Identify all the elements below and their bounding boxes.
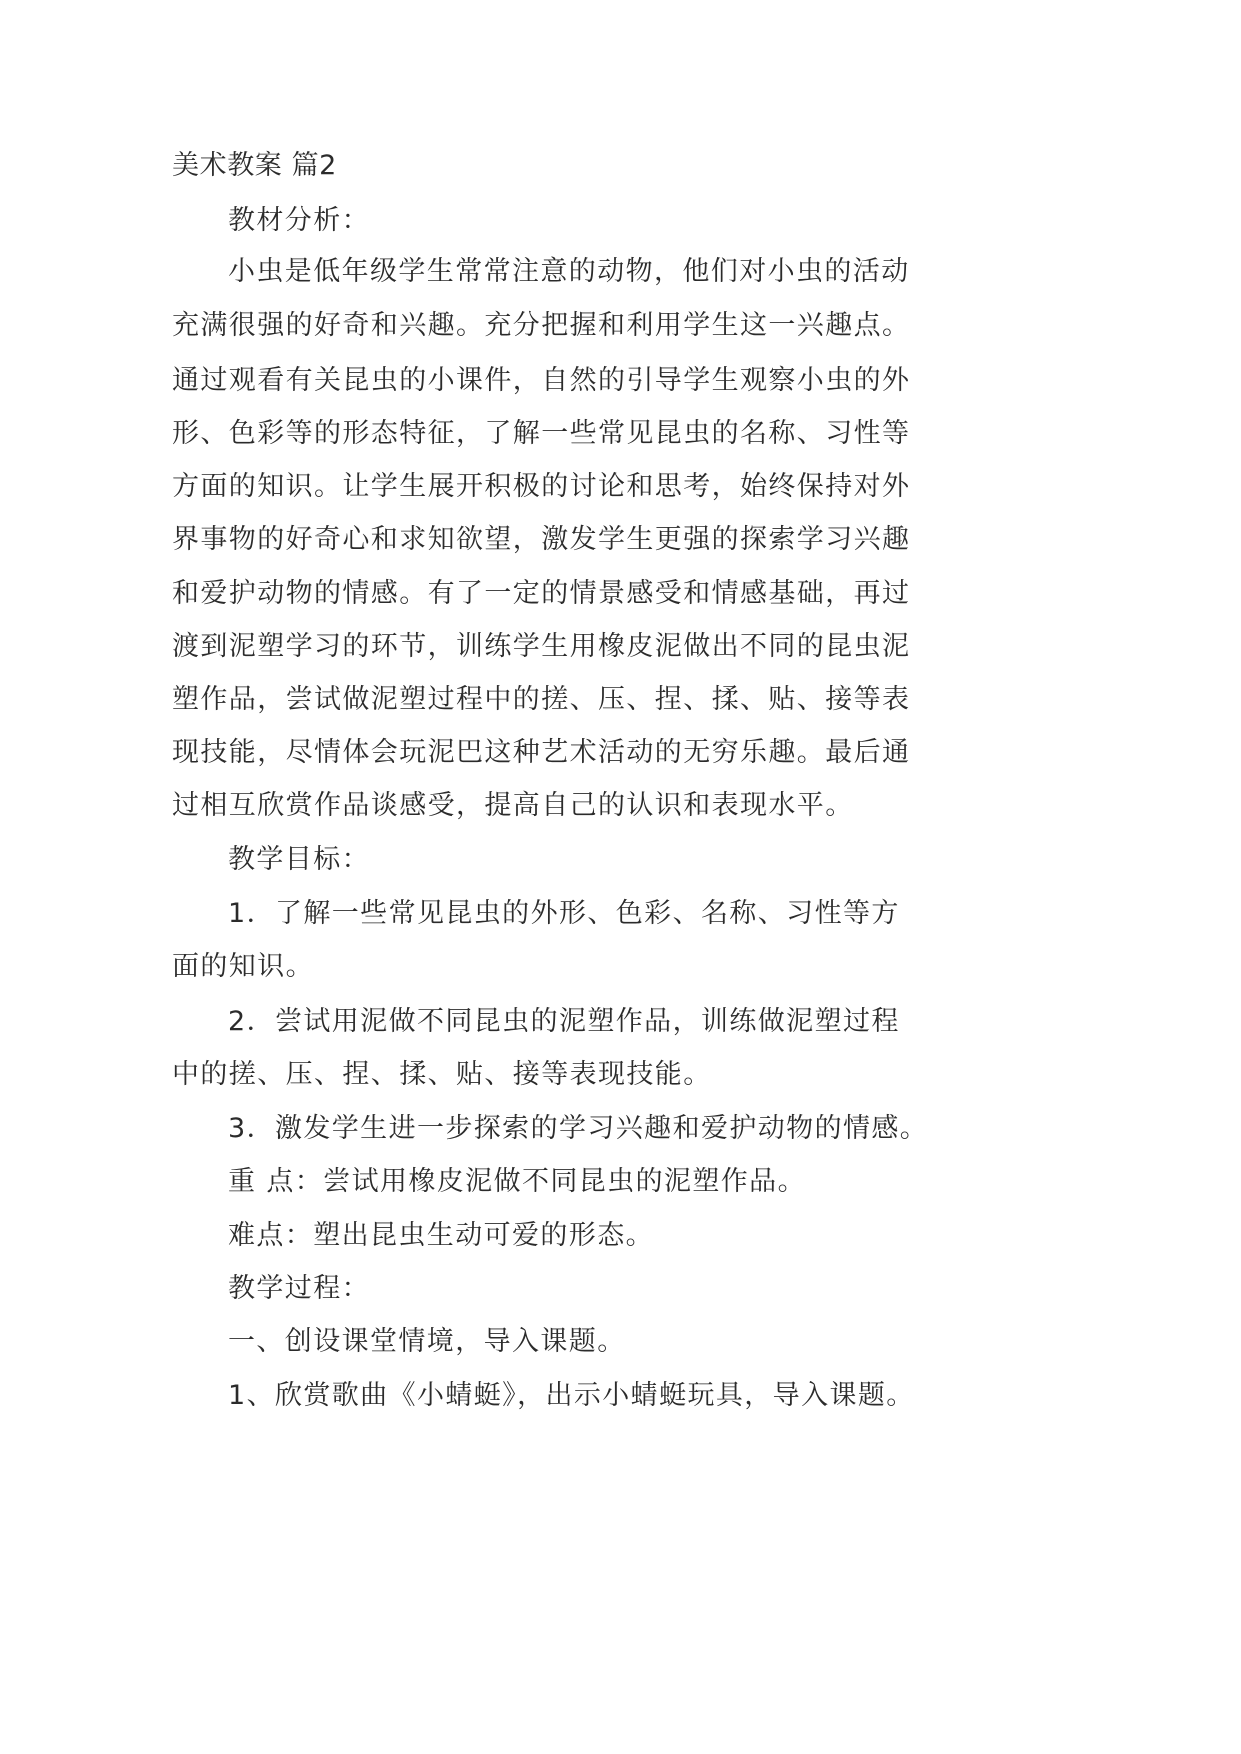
section-heading-goals: 教学目标： [228, 844, 370, 875]
paragraph-line: 现技能，尽情体会玩泥巴这种艺术活动的无穷乐趣。最后通 [172, 737, 911, 768]
goal-item-2-continued: 中的搓、压、捏、揉、贴、接等表现技能。 [172, 1059, 712, 1090]
paragraph-line: 通过观看有关昆虫的小课件，自然的引导学生观察小虫的外 [172, 365, 911, 396]
goal-item-3: 3．激发学生进一步探索的学习兴趣和爱护动物的情感。 [228, 1113, 929, 1144]
document-title: 美术教案 篇2 [172, 150, 337, 181]
paragraph-line: 和爱护动物的情感。有了一定的情景感受和情感基础，再过 [172, 578, 911, 609]
goal-item-1: 1．了解一些常见昆虫的外形、色彩、名称、习性等方 [228, 898, 900, 929]
process-step-1: 一、创设课堂情境，导入课题。 [228, 1326, 626, 1357]
section-heading-process: 教学过程： [228, 1273, 370, 1304]
process-step-1-1: 1、欣赏歌曲《小蜻蜓》，出示小蜻蜓玩具，导入课题。 [228, 1380, 915, 1411]
paragraph-line: 渡到泥塑学习的环节，训练学生用橡皮泥做出不同的昆虫泥 [172, 631, 911, 662]
paragraph-line: 塑作品，尝试做泥塑过程中的搓、压、捏、揉、贴、接等表 [172, 684, 911, 715]
goal-item-2: 2．尝试用泥做不同昆虫的泥塑作品，训练做泥塑过程 [228, 1006, 900, 1037]
difficulty-point: 难点：塑出昆虫生动可爱的形态。 [228, 1220, 654, 1251]
paragraph-line: 方面的知识。让学生展开积极的讨论和思考，始终保持对外 [172, 471, 911, 502]
paragraph-line: 充满很强的好奇和兴趣。充分把握和利用学生这一兴趣点。 [172, 310, 911, 341]
paragraph-line: 小虫是低年级学生常常注意的动物，他们对小虫的活动 [228, 256, 910, 287]
paragraph-line: 形、色彩等的形态特征，了解一些常见昆虫的名称、习性等 [172, 418, 911, 449]
paragraph-line: 界事物的好奇心和求知欲望，激发学生更强的探索学习兴趣 [172, 524, 911, 555]
paragraph-line: 过相互欣赏作品谈感受，提高自己的认识和表现水平。 [172, 790, 854, 821]
goal-item-1-continued: 面的知识。 [172, 951, 314, 982]
section-heading-material: 教材分析： [228, 205, 370, 236]
key-point: 重 点：尝试用橡皮泥做不同昆虫的泥塑作品。 [228, 1166, 806, 1197]
